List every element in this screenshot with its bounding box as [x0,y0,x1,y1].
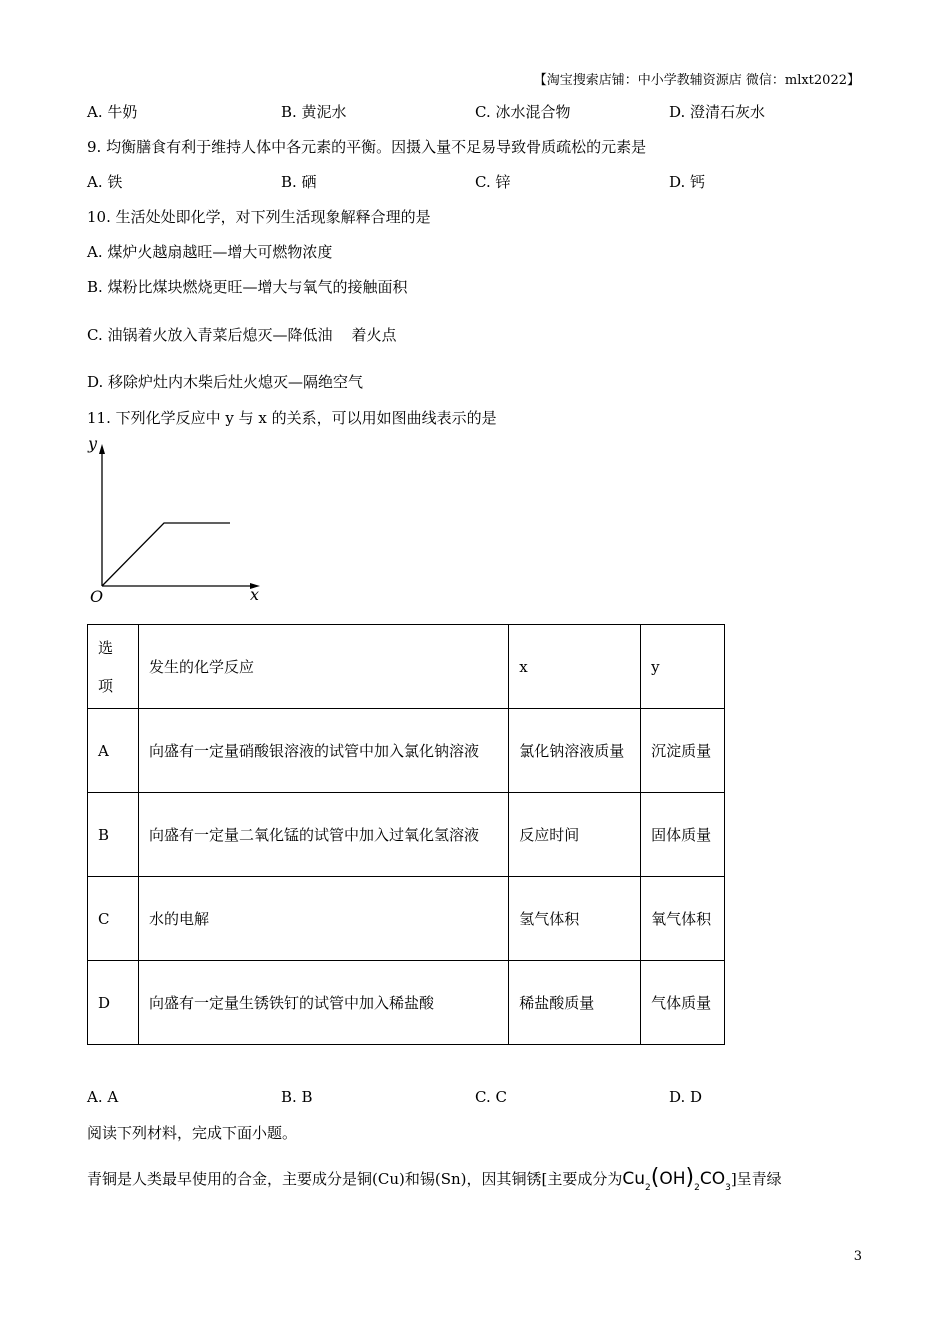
graph-curve [102,523,230,586]
row-x: 反应时间 [509,793,641,877]
table-row [88,709,725,793]
row-reaction: 向盛有一定量生锈铁钉的试管中加入稀盐酸 [138,961,508,1045]
q8-option-a: A. 牛奶 [87,103,138,121]
row-label: B [88,793,139,877]
page-header: 【淘宝搜索店铺：中小学教辅资源店 微信：mlxt2022】 [533,73,860,88]
header-reaction: 发生的化学反应 [138,625,508,709]
y-axis-label: y [88,434,98,453]
q9-option-a: A. 铁 [87,173,123,191]
reading-paragraph [87,1162,782,1204]
page-number: 3 [853,1249,862,1264]
row-reaction: 向盛有一定量二氧化锰的试管中加入过氧化氢溶液 [138,793,508,877]
reading-text-suffix: ]呈青绿 [730,1170,782,1188]
q10-option-b: B. 煤粉比煤块燃烧更旺—增大与氧气的接触面积 [87,278,408,296]
q9-option-c: C. 锌 [475,173,511,191]
row-x: 氢气体积 [509,877,641,961]
row-x: 稀盐酸质量 [509,961,641,1045]
origin-label: O [90,587,104,606]
row-x: 氯化钠溶液质量 [509,709,641,793]
q11-option-c: C. C [475,1088,507,1106]
table-row [88,793,725,877]
header-x: x [509,625,641,709]
row-y: 固体质量 [641,793,725,877]
row-reaction: 向盛有一定量硝酸银溶液的试管中加入氯化钠溶液 [138,709,508,793]
row-label: D [88,961,139,1045]
q10-option-a: A. 煤炉火越扇越旺—增大可燃物浓度 [87,243,333,261]
reading-text-prefix: 青铜是人类最早使用的合金，主要成分是铜(Cu)和锡(Sn)，因其铜锈[主要成分为 [87,1170,623,1188]
q11-option-a: A. A [87,1088,119,1106]
q10-option-c: C. 油锅着火放入青菜后熄灭—降低油 着火点 [87,326,397,344]
q10-stem: 10. 生活处处即化学，对下列生活现象解释合理的是 [87,208,431,226]
header-y: y [641,625,725,709]
x-axis-label: x [250,585,260,604]
q9-option-d: D. 钙 [669,173,706,191]
q11-option-b: B. B [281,1088,313,1106]
q10-option-d: D. 移除炉灶内木柴后灶火熄灭—隔绝空气 [87,373,364,391]
y-axis-arrow-icon [99,444,105,454]
copper-carbonate-formula: $Cu_2(OH)_2CO_3$ [622,1165,731,1193]
row-y: 气体质量 [641,961,725,1045]
row-y: 氧气体积 [641,877,725,961]
q8-option-d: D. 澄清石灰水 [669,103,766,121]
header-option: 选项 [88,625,139,709]
q9-stem: 9. 均衡膳食有利于维持人体中各元素的平衡。因摄入量不足易导致骨质疏松的元素是 [87,138,647,156]
table-header-row [88,625,725,709]
q8-option-c: C. 冰水混合物 [475,103,571,121]
q11-table [87,624,725,1045]
row-label: C [88,877,139,961]
q11-option-d: D. D [669,1088,703,1106]
table-row [88,961,725,1045]
row-label: A [88,709,139,793]
q11-graph [84,432,274,607]
q9-option-b: B. 硒 [281,173,317,191]
row-reaction: 水的电解 [138,877,508,961]
q11-stem: 11. 下列化学反应中 y 与 x 的关系，可以用如图曲线表示的是 [87,409,497,427]
table-row [88,877,725,961]
reading-intro: 阅读下列材料，完成下面小题。 [87,1124,298,1142]
row-y: 沉淀质量 [641,709,725,793]
q8-option-b: B. 黄泥水 [281,103,347,121]
